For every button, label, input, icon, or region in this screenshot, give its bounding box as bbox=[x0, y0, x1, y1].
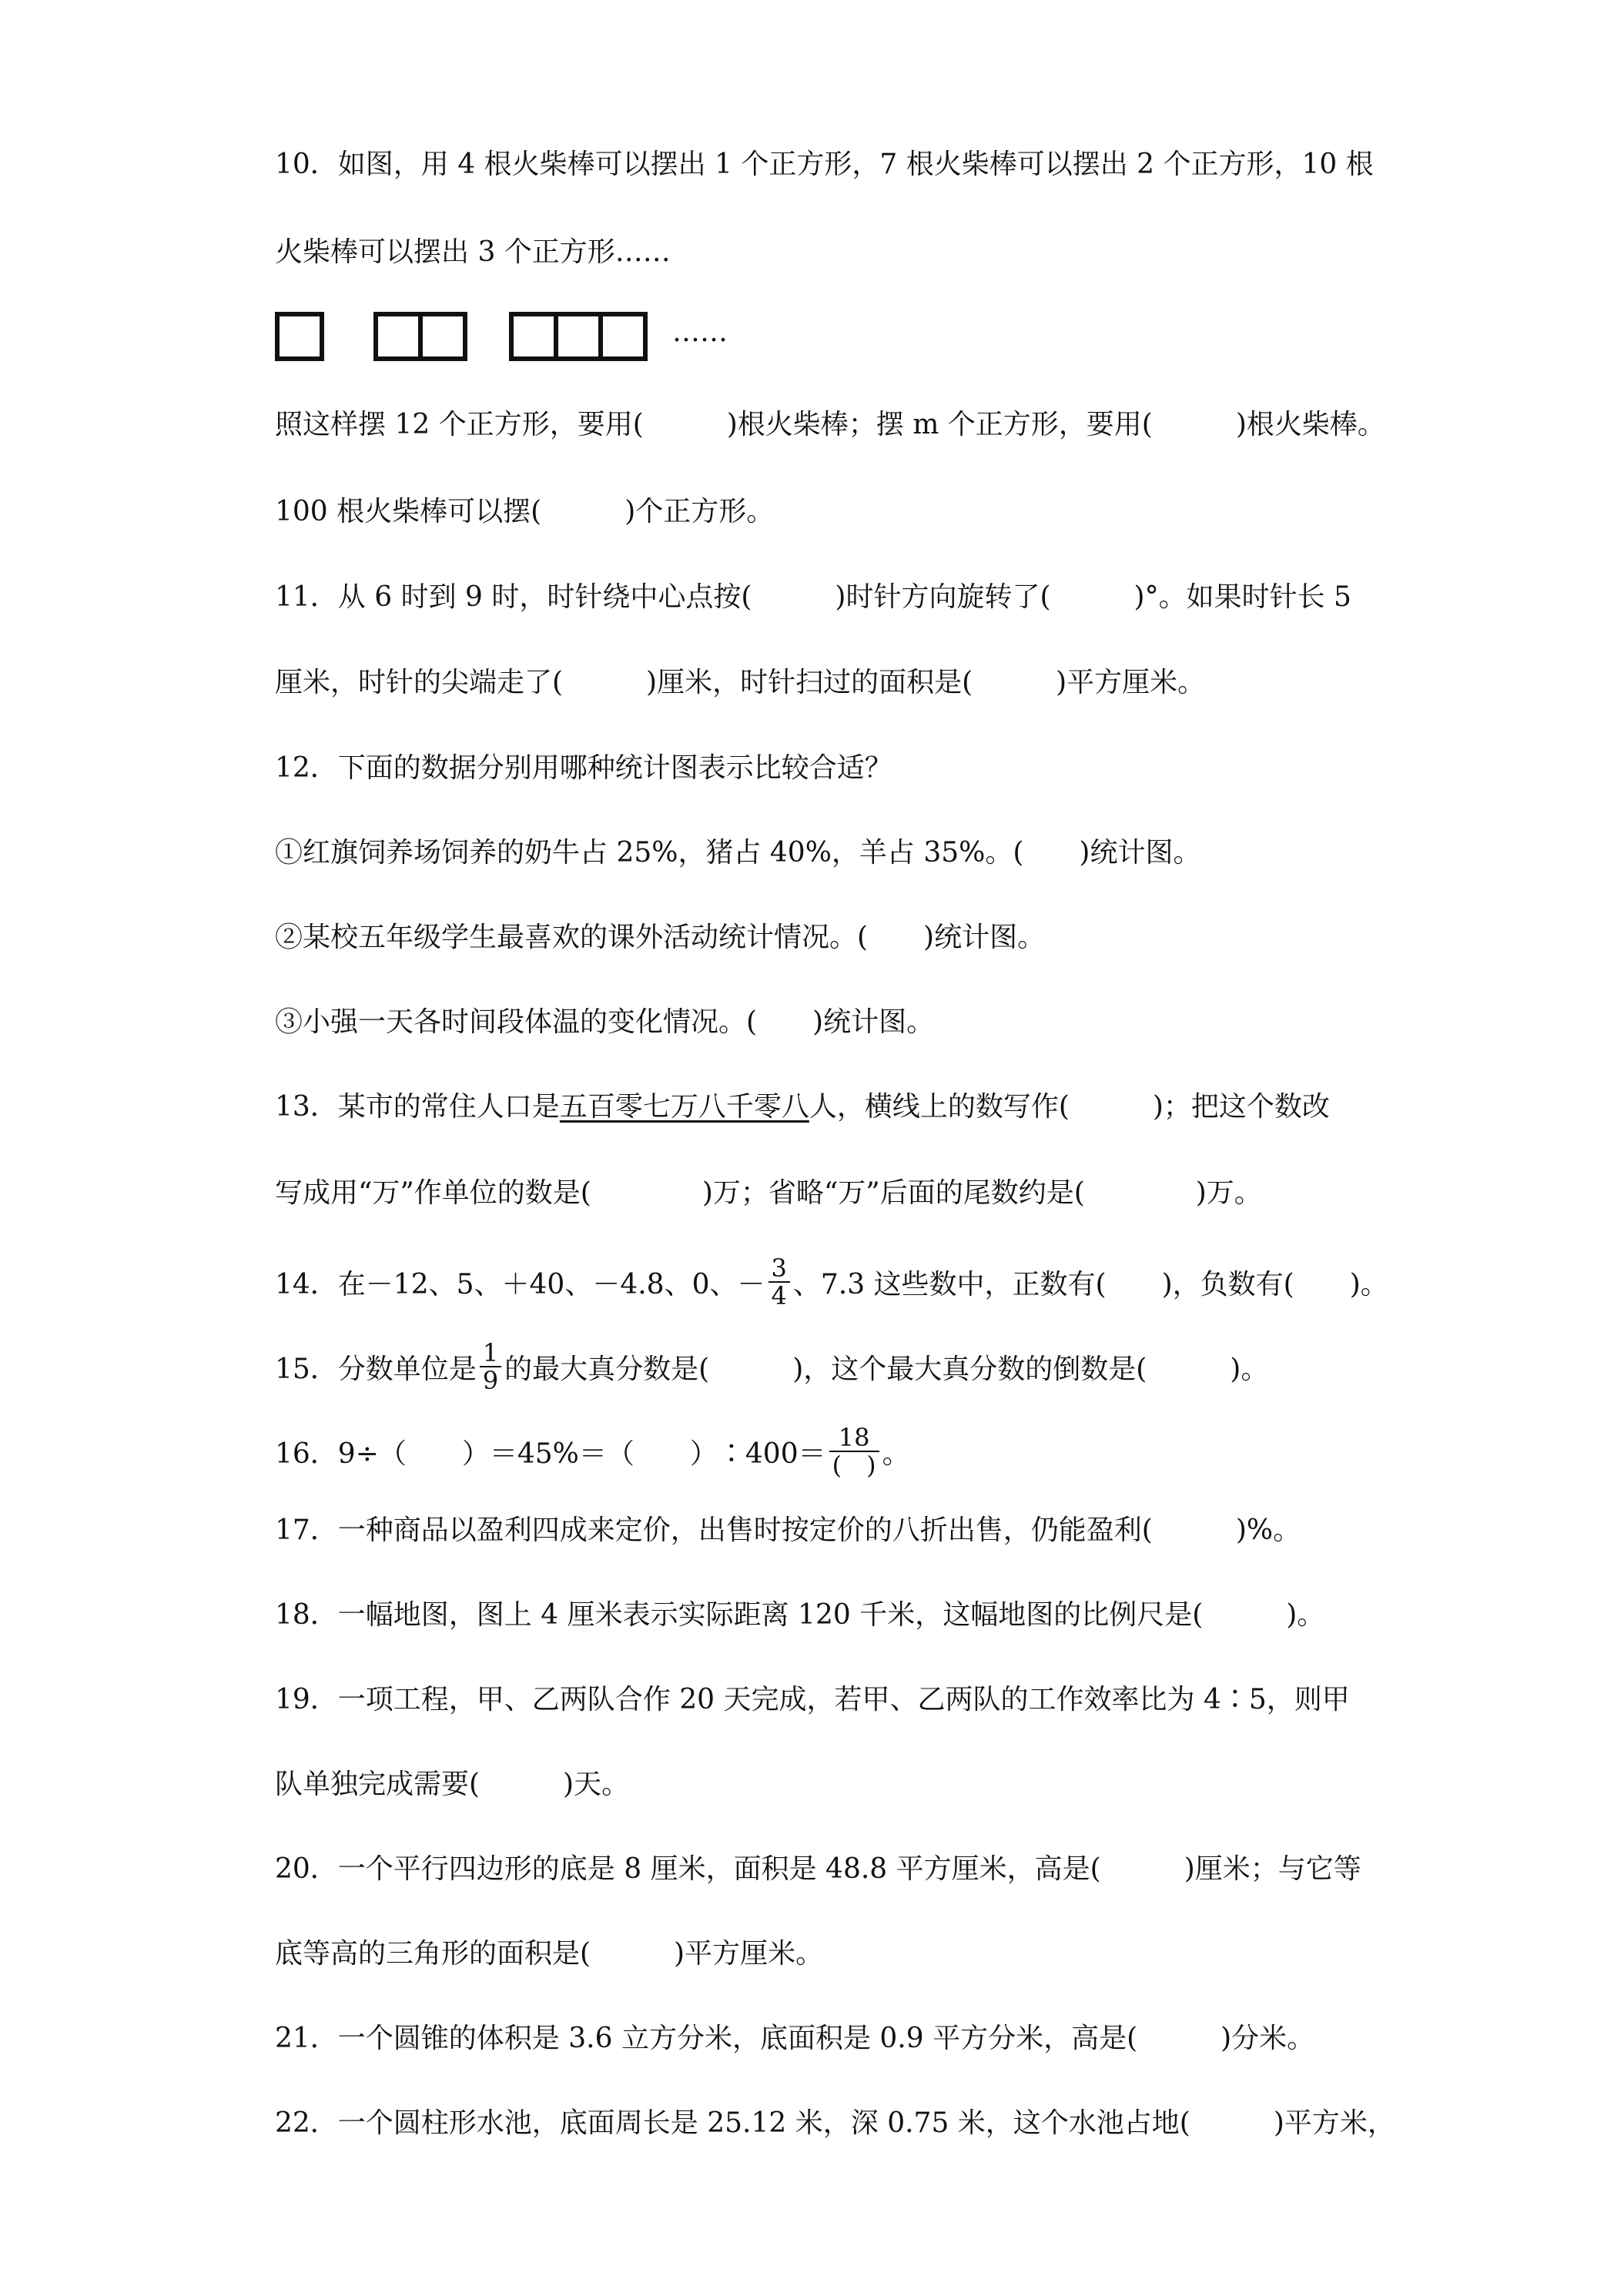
fraction-denominator: 9 bbox=[482, 1366, 499, 1395]
q14-pre: 14．在－12、5、＋40、－4.8、0、－ bbox=[275, 1269, 765, 1300]
fraction bbox=[768, 1255, 790, 1309]
fraction-denominator: 4 bbox=[771, 1281, 787, 1310]
fraction-denominator: ( ) bbox=[832, 1451, 876, 1480]
q15-post: 的最大真分数是( )，这个最大真分数的倒数是( )。 bbox=[504, 1354, 1269, 1385]
q12-line1: 12．下面的数据分别用哪种统计图表示比较合适？ bbox=[275, 752, 892, 784]
q10-line3: 照这样摆 12 个正方形，要用( )根火柴棒；摆 m 个正方形，要用( )根火柴棒。 bbox=[275, 409, 1385, 440]
q17-line: 17．一种商品以盈利四成来定价，出售时按定价的八折出售，仍能盈利( )%。 bbox=[275, 1514, 1301, 1546]
matchstick-figure bbox=[275, 311, 706, 368]
q13-post: 人，横线上的数写作( )；把这个数改 bbox=[809, 1091, 1330, 1123]
fraction-numerator: 3 bbox=[768, 1255, 790, 1283]
q22-line: 22．一个圆柱形水池，底面周长是 25.12 米，深 0.75 米，这个水池占地( )平方米， bbox=[275, 2107, 1395, 2139]
fraction-numerator: 18 bbox=[829, 1424, 879, 1452]
q14-line bbox=[275, 1253, 1388, 1314]
q13-underlined-number: 五百零七万八千零八 bbox=[559, 1091, 809, 1123]
q10-line4: 100 根火柴棒可以摆( )个正方形。 bbox=[275, 496, 775, 527]
q12-item3: ③小强一天各时间段体温的变化情况。( )统计图。 bbox=[275, 1006, 935, 1038]
q10-line1: 10．如图，用 4 根火柴棒可以摆出 1 个正方形，7 根火柴棒可以摆出 2 个正方形，10 根 bbox=[275, 149, 1374, 180]
q16-pre: 16．9÷（ ）＝45%＝（ ）∶400＝ bbox=[275, 1438, 826, 1470]
q11-line2: 厘米，时针的尖端走了( )厘米，时针扫过的面积是( )平方厘米。 bbox=[275, 667, 1206, 698]
fraction-numerator: 1 bbox=[480, 1340, 501, 1367]
q20-line2: 底等高的三角形的面积是( )平方厘米。 bbox=[275, 1938, 824, 1970]
q11-line1: 11．从 6 时到 9 时，时针绕中心点按( )时针方向旋转了( )°。如果时针长 5 bbox=[275, 581, 1351, 613]
q21-line: 21．一个圆锥的体积是 3.6 立方分米，底面积是 0.9 平方分米，高是( )分米。 bbox=[275, 2023, 1315, 2054]
q15-pre: 15．分数单位是 bbox=[275, 1354, 477, 1385]
q10-line2: 火柴棒可以摆出 3 个正方形…… bbox=[275, 236, 671, 268]
q19-line1: 19．一项工程，甲、乙两队合作 20 天完成，若甲、乙两队的工作效率比为 4∶5，则甲 bbox=[275, 1684, 1350, 1715]
q12-item2: ②某校五年级学生最喜欢的课外活动统计情况。( )统计图。 bbox=[275, 922, 1046, 953]
fraction bbox=[480, 1340, 501, 1394]
q15-line bbox=[275, 1338, 1269, 1398]
q20-line1: 20．一个平行四边形的底是 8 厘米，面积是 48.8 平方厘米，高是( )厘米；与它等 bbox=[275, 1853, 1361, 1885]
q13-line2: 写成用“万”作单位的数是( )万；省略“万”后面的尾数约是( )万。 bbox=[275, 1177, 1262, 1209]
figure-ellipsis: …… bbox=[672, 316, 728, 348]
matchstick-squares-icon bbox=[275, 311, 706, 365]
q18-line: 18．一幅地图，图上 4 厘米表示实际距离 120 千米，这幅地图的比例尺是( )。 bbox=[275, 1599, 1325, 1631]
q16-line bbox=[275, 1423, 910, 1483]
q16-post: 。 bbox=[882, 1438, 910, 1470]
q12-item1: ①红旗饲养场饲养的奶牛占 25%，猪占 40%，羊占 35%。( )统计图。 bbox=[275, 837, 1201, 869]
q14-post: 、7.3 这些数中，正数有( )，负数有( )。 bbox=[792, 1269, 1388, 1300]
q13-pre: 13．某市的常住人口是 bbox=[275, 1091, 560, 1123]
fraction bbox=[829, 1424, 879, 1478]
q19-line2: 队单独完成需要( )天。 bbox=[275, 1769, 630, 1800]
q13-line1 bbox=[275, 1090, 1330, 1124]
